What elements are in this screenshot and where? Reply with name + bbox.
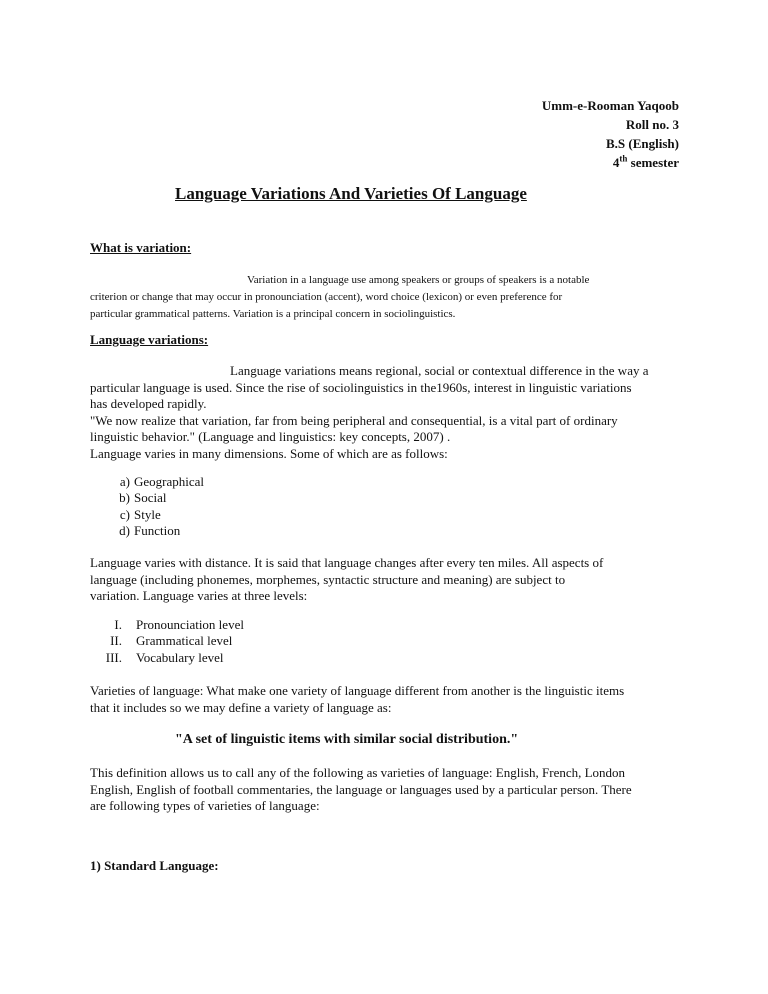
paragraph-varieties bbox=[90, 683, 710, 716]
list-text: Function bbox=[134, 522, 181, 538]
list-marker: c) bbox=[119, 506, 130, 522]
list-marker: b) bbox=[119, 490, 130, 506]
author-name: Umm-e-Rooman Yaqoob bbox=[541, 98, 679, 113]
list-text: Style bbox=[134, 506, 161, 522]
dimensions-list bbox=[90, 474, 204, 539]
text-line: Language varies with distance. It is said that language changes after every ten miles. All aspects of bbox=[90, 555, 604, 570]
list-item bbox=[90, 633, 244, 649]
text-line: particular grammatical patterns. Variation is a principal concern in sociolinguistics. bbox=[90, 308, 456, 320]
paragraph-definition bbox=[90, 765, 710, 815]
document-title: Language Variations And Varieties Of Language bbox=[175, 184, 527, 203]
semester-suffix: th bbox=[619, 153, 628, 164]
text-line: that it includes so we may define a variety of language as: bbox=[90, 699, 392, 715]
semester-number: 4 bbox=[612, 155, 620, 170]
list-text: Vocabulary level bbox=[136, 649, 224, 665]
levels-list bbox=[90, 617, 244, 666]
list-marker: a) bbox=[119, 474, 130, 489]
semester-word: semester bbox=[627, 155, 679, 170]
list-text: Pronounciation level bbox=[136, 617, 244, 632]
paragraph-variation bbox=[90, 272, 690, 323]
text-line: English, English of football commentaries, the language or languages used by a particular person. There bbox=[90, 781, 632, 797]
list-item bbox=[90, 474, 204, 490]
semester bbox=[542, 153, 679, 172]
list-text: Geographical bbox=[134, 474, 205, 489]
text-line: language (including phonemes, morphemes, syntactic structure and meaning) are subject to bbox=[90, 571, 566, 587]
text-line: are following types of varieties of language: bbox=[90, 798, 320, 813]
list-marker: II. bbox=[110, 633, 122, 649]
list-text: Social bbox=[134, 490, 167, 506]
heading-standard-language: 1) Standard Language: bbox=[90, 858, 219, 873]
list-item bbox=[90, 650, 244, 666]
text-line: particular language is used. Since the rise of sociolinguistics in the1960s, interest in linguistic variations bbox=[90, 379, 632, 395]
list-marker: III. bbox=[105, 649, 122, 665]
list-marker: d) bbox=[119, 522, 130, 538]
heading-language-variations: Language variations: bbox=[90, 332, 209, 347]
text-line: This definition allows us to call any of the following as varieties of language: English, French, London bbox=[90, 765, 626, 780]
text-line: linguistic behavior." (Language and linguistics: key concepts, 2007) . bbox=[90, 429, 451, 444]
text-line: Language variations means regional, social or contextual difference in the way a bbox=[230, 363, 649, 378]
text-line: Language varies in many dimensions. Some of which are as follows: bbox=[90, 445, 448, 461]
text-line: Varieties of language: What make one variety of language different from another is the linguistic items bbox=[90, 683, 625, 698]
text-line: "We now realize that variation, far from being peripheral and consequential, is a vital part of ordinary bbox=[90, 412, 618, 428]
list-item bbox=[90, 507, 204, 523]
definition-quote: "A set of linguistic items with similar social distribution." bbox=[175, 732, 519, 747]
roll-number: Roll no. 3 bbox=[625, 117, 679, 132]
list-text: Grammatical level bbox=[136, 633, 233, 649]
program: B.S (English) bbox=[606, 136, 679, 151]
list-item bbox=[90, 523, 204, 539]
text-line: Variation in a language use among speakers or groups of speakers is a notable bbox=[247, 274, 590, 286]
list-marker: I. bbox=[114, 617, 122, 632]
text-line: variation. Language varies at three levels: bbox=[90, 588, 308, 603]
text-line: criterion or change that may occur in pronounciation (accent), word choice (lexicon) or even preference for bbox=[90, 291, 563, 303]
author-block bbox=[542, 96, 679, 172]
list-item bbox=[90, 490, 204, 506]
list-item bbox=[90, 617, 244, 633]
paragraph-language-variations bbox=[90, 363, 710, 462]
heading-what-is-variation: What is variation: bbox=[90, 240, 192, 255]
paragraph-distance bbox=[90, 555, 710, 605]
text-line: has developed rapidly. bbox=[90, 396, 207, 411]
